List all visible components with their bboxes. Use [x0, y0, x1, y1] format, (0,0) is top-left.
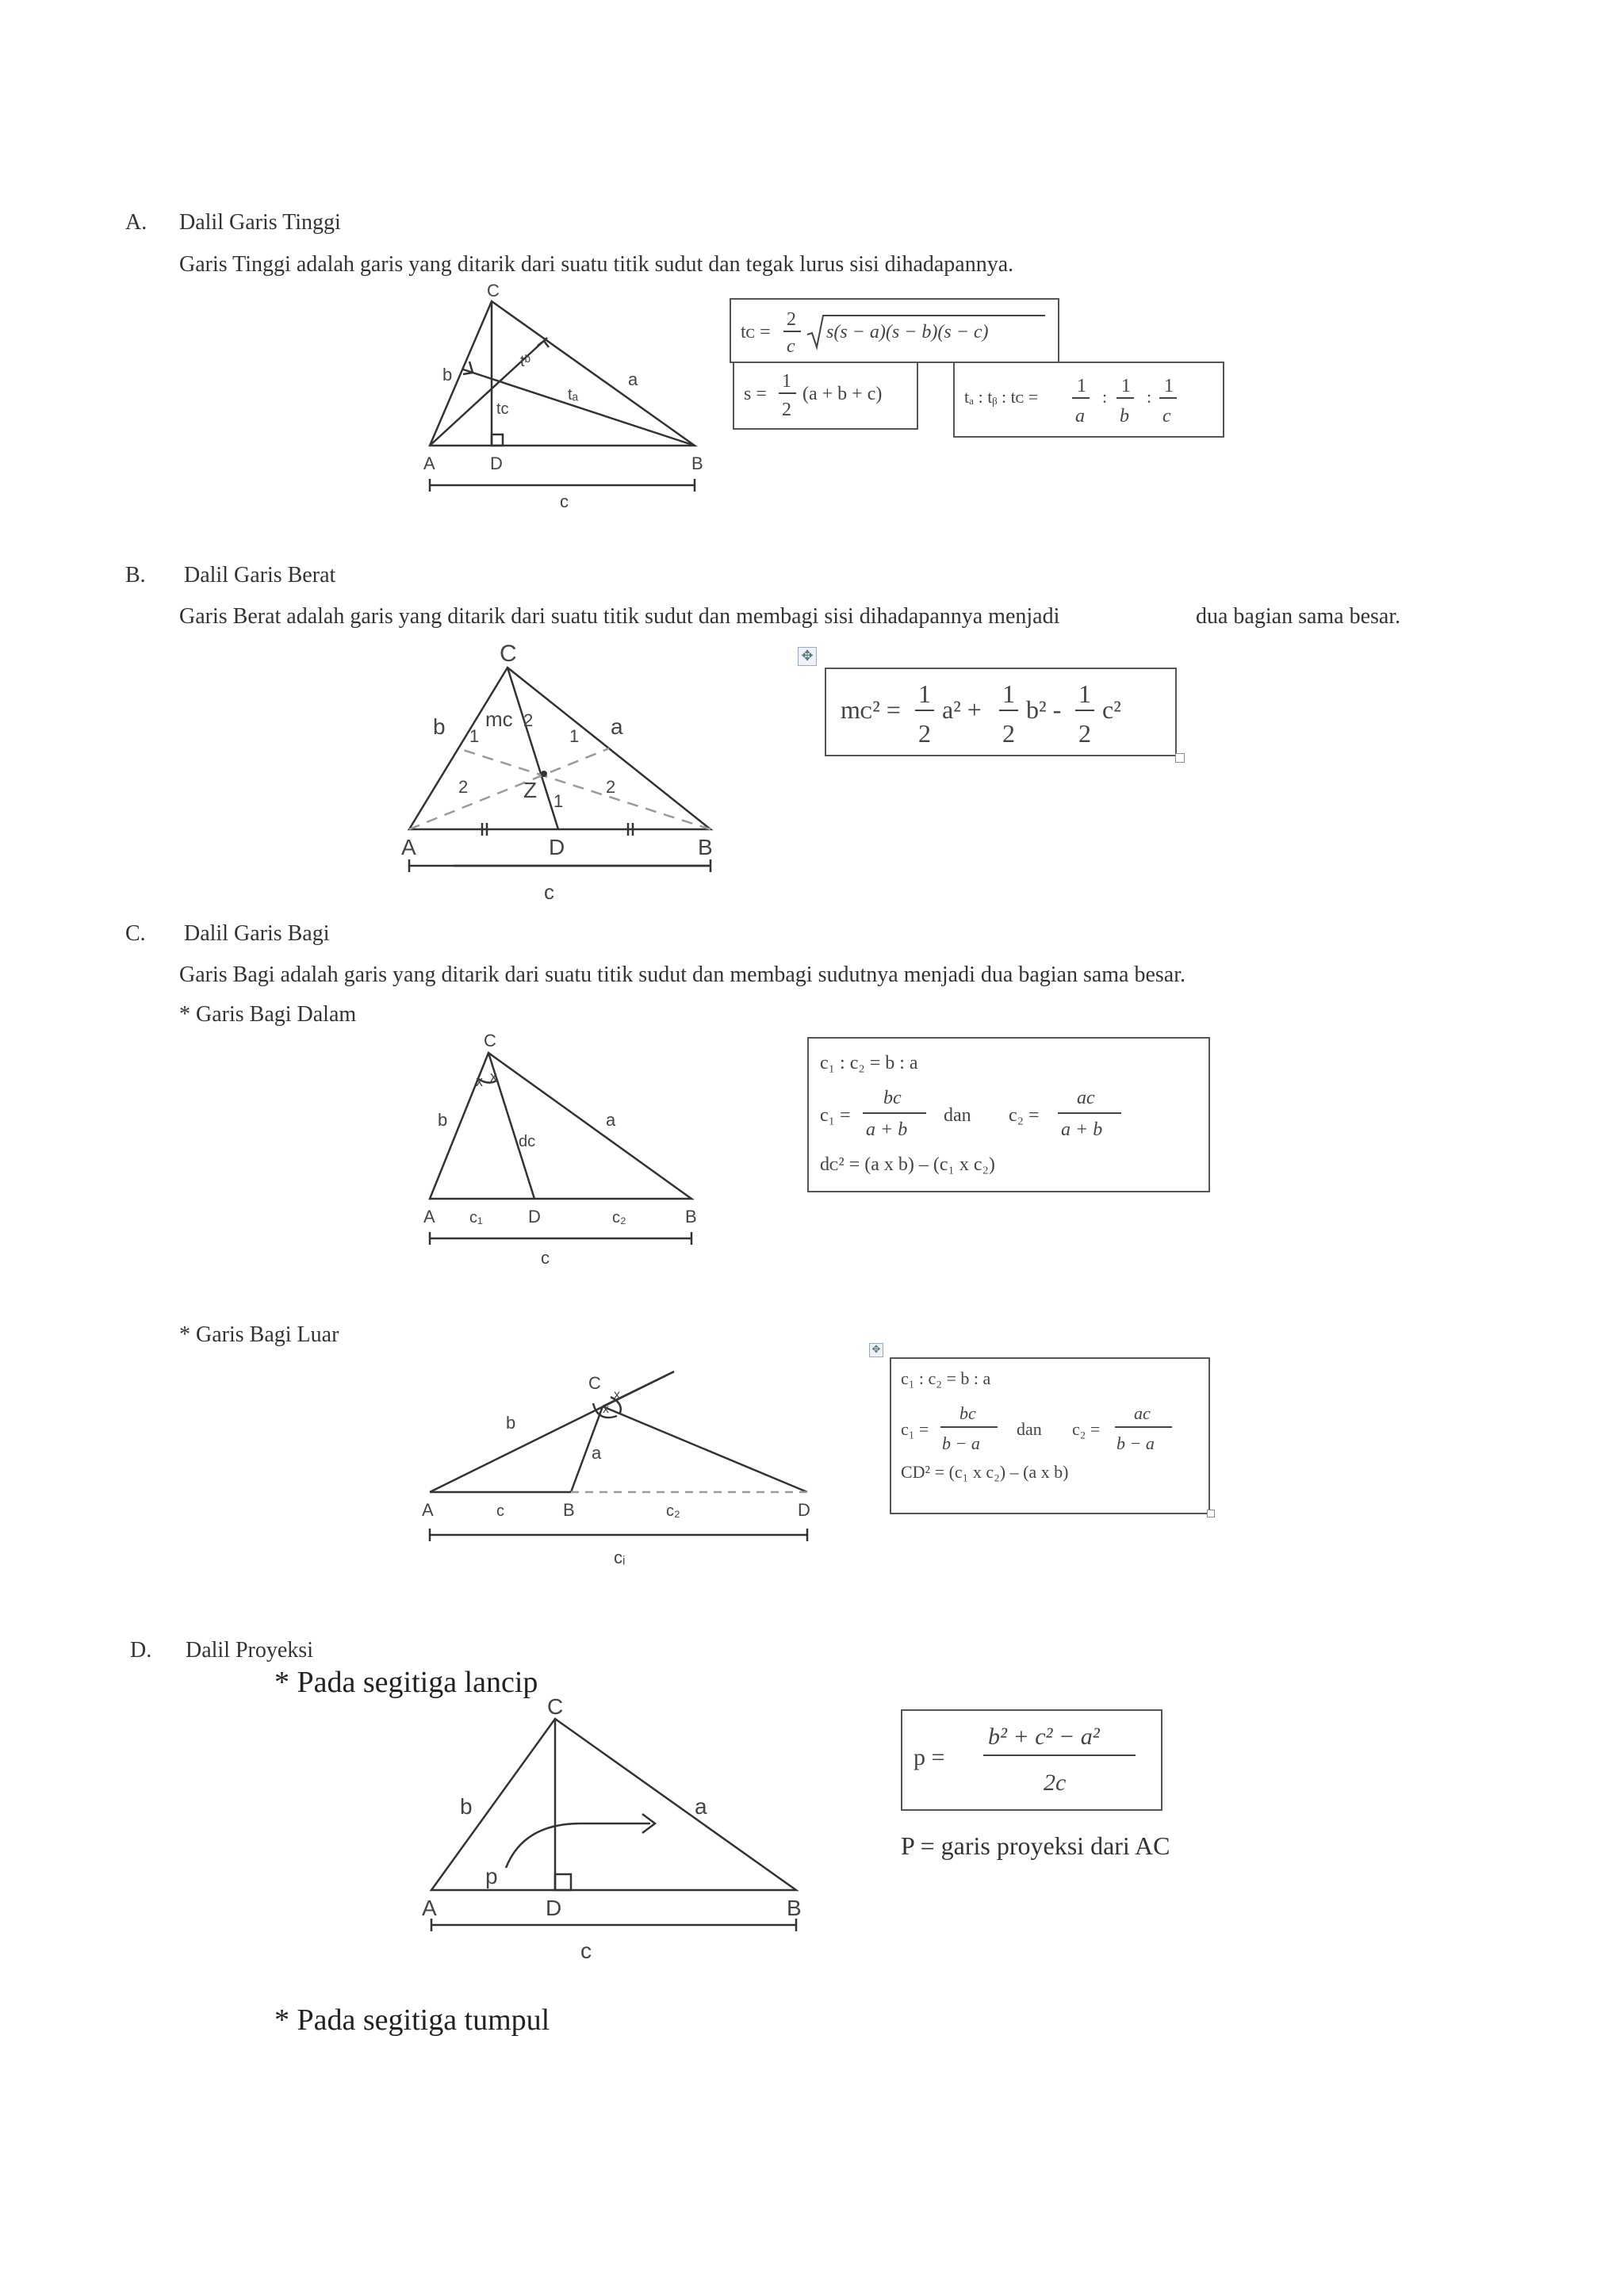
svg-text:a + b: a + b [1061, 1119, 1103, 1140]
vertex-a-label: A [422, 1500, 434, 1520]
vertex-c-label: C [500, 641, 517, 667]
section-c-letter: C. [125, 921, 146, 946]
svg-text:2: 2 [918, 719, 931, 748]
section-b-description-cont: dua bagian sama besar. [1196, 604, 1401, 629]
foot-d-label: D [490, 453, 503, 473]
vertex-a-label: A [423, 1207, 435, 1226]
svg-text:2: 2 [782, 400, 791, 420]
svg-text:1: 1 [1002, 679, 1015, 708]
move-handle-icon[interactable]: ✥ [798, 647, 817, 666]
svg-text:p =: p = [914, 1744, 945, 1770]
side-a-label: a [628, 369, 638, 389]
svg-text:tₐ : tᵦ : tᴄ =: tₐ : tᵦ : tᴄ = [964, 387, 1039, 407]
svg-text:2: 2 [787, 309, 796, 330]
section-a-description: Garis Tinggi adalah garis yang ditarik dari suatu titik sudut dan tegak lurus sisi dihadapannya. [179, 252, 1014, 277]
svg-text:ac: ac [1077, 1088, 1095, 1108]
svg-text:b² + c² − a²: b² + c² − a² [988, 1724, 1100, 1750]
vertex-b-label: B [787, 1896, 802, 1920]
vertex-a-label: A [423, 453, 435, 473]
median-formula [825, 668, 1174, 753]
side-c-label: c [544, 880, 554, 904]
outer-bisector-label: * Garis Bagi Luar [179, 1322, 339, 1347]
altitude-formula [730, 298, 1056, 360]
svg-text::: : [1147, 387, 1152, 407]
midpoint-d-label: D [549, 835, 565, 859]
point-d-label: D [798, 1500, 810, 1520]
svg-text:tᴄ =: tᴄ = [741, 322, 771, 342]
section-d-title: Dalil Proyeksi [186, 1638, 313, 1663]
svg-text:1: 1 [1077, 376, 1086, 396]
side-b-label: b [433, 714, 446, 739]
svg-text:CD² = (c₁ x c₂) – (a x b): CD² = (c₁ x c₂) – (a x b) [901, 1462, 1069, 1482]
svg-text:x: x [614, 1388, 620, 1402]
svg-text:dan: dan [1017, 1419, 1042, 1439]
segment-c1-label: c₁ [469, 1209, 483, 1226]
side-c-label: c [580, 1938, 592, 1963]
svg-text:1: 1 [469, 726, 480, 746]
projection-p-label: p [485, 1864, 498, 1888]
svg-text:1: 1 [1164, 376, 1174, 396]
foot-d-label: D [546, 1896, 562, 1920]
svg-text:2: 2 [606, 777, 616, 797]
section-b-description: Garis Berat adalah garis yang ditarik dari suatu titik sudut dan membagi sisi dihadapannya menjadi [179, 604, 1060, 629]
vertex-b-label: B [563, 1500, 575, 1520]
svg-text:b − a: b − a [1116, 1433, 1155, 1453]
vertex-b-label: B [685, 1207, 697, 1226]
svg-text:s =: s = [744, 384, 767, 404]
altitude-ta-label: tₐ [568, 386, 578, 404]
svg-text:c₁ : c₂ = b : a: c₁ : c₂ = b : a [820, 1053, 918, 1073]
altitude-triangle-diagram [412, 277, 730, 515]
side-c-label: c [541, 1248, 550, 1268]
inner-bisector-label: * Garis Bagi Dalam [179, 1002, 357, 1027]
svg-text:x: x [476, 1073, 483, 1089]
median-triangle-diagram [396, 634, 730, 904]
side-b-label: b [438, 1110, 448, 1130]
svg-text:1: 1 [918, 679, 931, 708]
semi-perimeter-formula [733, 362, 915, 427]
vertex-c-label: C [588, 1373, 601, 1393]
svg-text:2: 2 [1078, 719, 1091, 748]
foot-d-label: D [528, 1207, 541, 1226]
vertex-c-label: C [484, 1031, 496, 1050]
svg-text:a + b: a + b [866, 1119, 908, 1140]
side-c-label: c [560, 492, 569, 511]
svg-text:c₁ =: c₁ = [901, 1419, 929, 1439]
svg-text:s(s − a)(s − b)(s − c): s(s − a)(s − b)(s − c) [826, 322, 989, 342]
side-c1-label: cᵢ [614, 1548, 626, 1567]
svg-text:b: b [1120, 406, 1129, 427]
side-b-label: b [460, 1794, 473, 1819]
svg-text:c₁ : c₂ = b : a: c₁ : c₂ = b : a [901, 1368, 991, 1388]
projection-formula [901, 1709, 1159, 1808]
acute-triangle-label: * Pada segitiga lancip [274, 1666, 538, 1699]
side-b-label: b [442, 365, 453, 385]
svg-text:1: 1 [1078, 679, 1091, 708]
segment-c2-label: c₂ [666, 1502, 680, 1520]
altitude-tb-label: tᵇ [520, 353, 531, 370]
svg-text:dan: dan [944, 1105, 971, 1126]
svg-text:x: x [490, 1069, 497, 1085]
section-a-title: Dalil Garis Tinggi [179, 210, 341, 235]
vertex-c-label: C [487, 281, 500, 300]
svg-text:c: c [787, 336, 795, 357]
side-b-label: b [506, 1413, 516, 1433]
section-b-title: Dalil Garis Berat [184, 563, 336, 587]
svg-text:c: c [1162, 406, 1171, 427]
svg-text:a: a [1075, 406, 1085, 427]
svg-text:x: x [603, 1402, 609, 1416]
segment-c-label: c [496, 1502, 504, 1520]
svg-text:2: 2 [523, 710, 534, 730]
resize-handle-icon[interactable] [1175, 753, 1185, 763]
svg-text:1: 1 [553, 791, 564, 811]
obtuse-triangle-label: * Pada segitiga tumpul [274, 2003, 550, 2037]
median-mc-label: mᴄ [485, 707, 513, 731]
vertex-a-label: A [422, 1896, 437, 1920]
projection-triangle-diagram [412, 1694, 809, 1966]
svg-text:mᴄ² =: mᴄ² = [841, 695, 901, 724]
bisector-dc-label: dᴄ [519, 1133, 536, 1150]
side-a-label: a [606, 1110, 616, 1130]
svg-text:dᴄ² = (a x b) – (c₁ x c₂): dᴄ² = (a x b) – (c₁ x c₂) [820, 1154, 995, 1175]
altitude-ratio-formula [953, 362, 1221, 434]
segment-c2-label: c₂ [612, 1209, 626, 1226]
section-b-letter: B. [125, 563, 146, 587]
svg-text:c₁ =: c₁ = [820, 1105, 851, 1126]
side-a-label: a [592, 1443, 602, 1463]
svg-text:2c: 2c [1044, 1770, 1067, 1796]
svg-text:bc: bc [959, 1403, 976, 1423]
svg-text:(a + b + c): (a + b + c) [802, 384, 883, 404]
inner-bisector-diagram [412, 1023, 730, 1276]
svg-text:b² -: b² - [1026, 695, 1062, 724]
altitude-tc-label: tᴄ [496, 400, 509, 418]
svg-text:1: 1 [569, 726, 580, 746]
svg-text:bc: bc [883, 1088, 902, 1108]
svg-text:b − a: b − a [942, 1433, 980, 1453]
outer-bisector-diagram [412, 1340, 825, 1578]
svg-text:a² +: a² + [942, 695, 982, 724]
outer-bisector-formula [890, 1357, 1207, 1511]
section-c-title: Dalil Garis Bagi [184, 921, 330, 946]
svg-text:1: 1 [782, 371, 791, 392]
svg-text:c₂ =: c₂ = [1009, 1105, 1040, 1126]
inner-bisector-formula [807, 1037, 1207, 1189]
section-c-description: Garis Bagi adalah garis yang ditarik dari suatu titik sudut dan membagi sudutnya menjadi dua bagian sama besar. [179, 962, 1186, 987]
side-a-label: a [695, 1794, 707, 1819]
resize-handle-icon-2[interactable] [1207, 1510, 1215, 1517]
svg-text:1: 1 [1121, 376, 1131, 396]
centroid-z-label: Z [523, 778, 538, 802]
vertex-c-label: C [547, 1694, 564, 1719]
vertex-a-label: A [401, 835, 416, 859]
svg-text:c₂ =: c₂ = [1072, 1419, 1101, 1439]
side-a-label: a [611, 714, 623, 739]
svg-text:ac: ac [1134, 1403, 1151, 1423]
section-d-letter: D. [130, 1638, 152, 1663]
move-handle-icon-2[interactable]: ✥ [869, 1343, 883, 1357]
vertex-b-label: B [691, 453, 703, 473]
section-a-letter: A. [125, 210, 147, 235]
svg-text:2: 2 [1002, 719, 1015, 748]
svg-text:c²: c² [1102, 695, 1121, 724]
svg-text::: : [1102, 387, 1108, 407]
svg-text:2: 2 [458, 777, 469, 797]
vertex-b-label: B [698, 835, 713, 859]
projection-note: P = garis proyeksi dari AC [901, 1831, 1170, 1860]
